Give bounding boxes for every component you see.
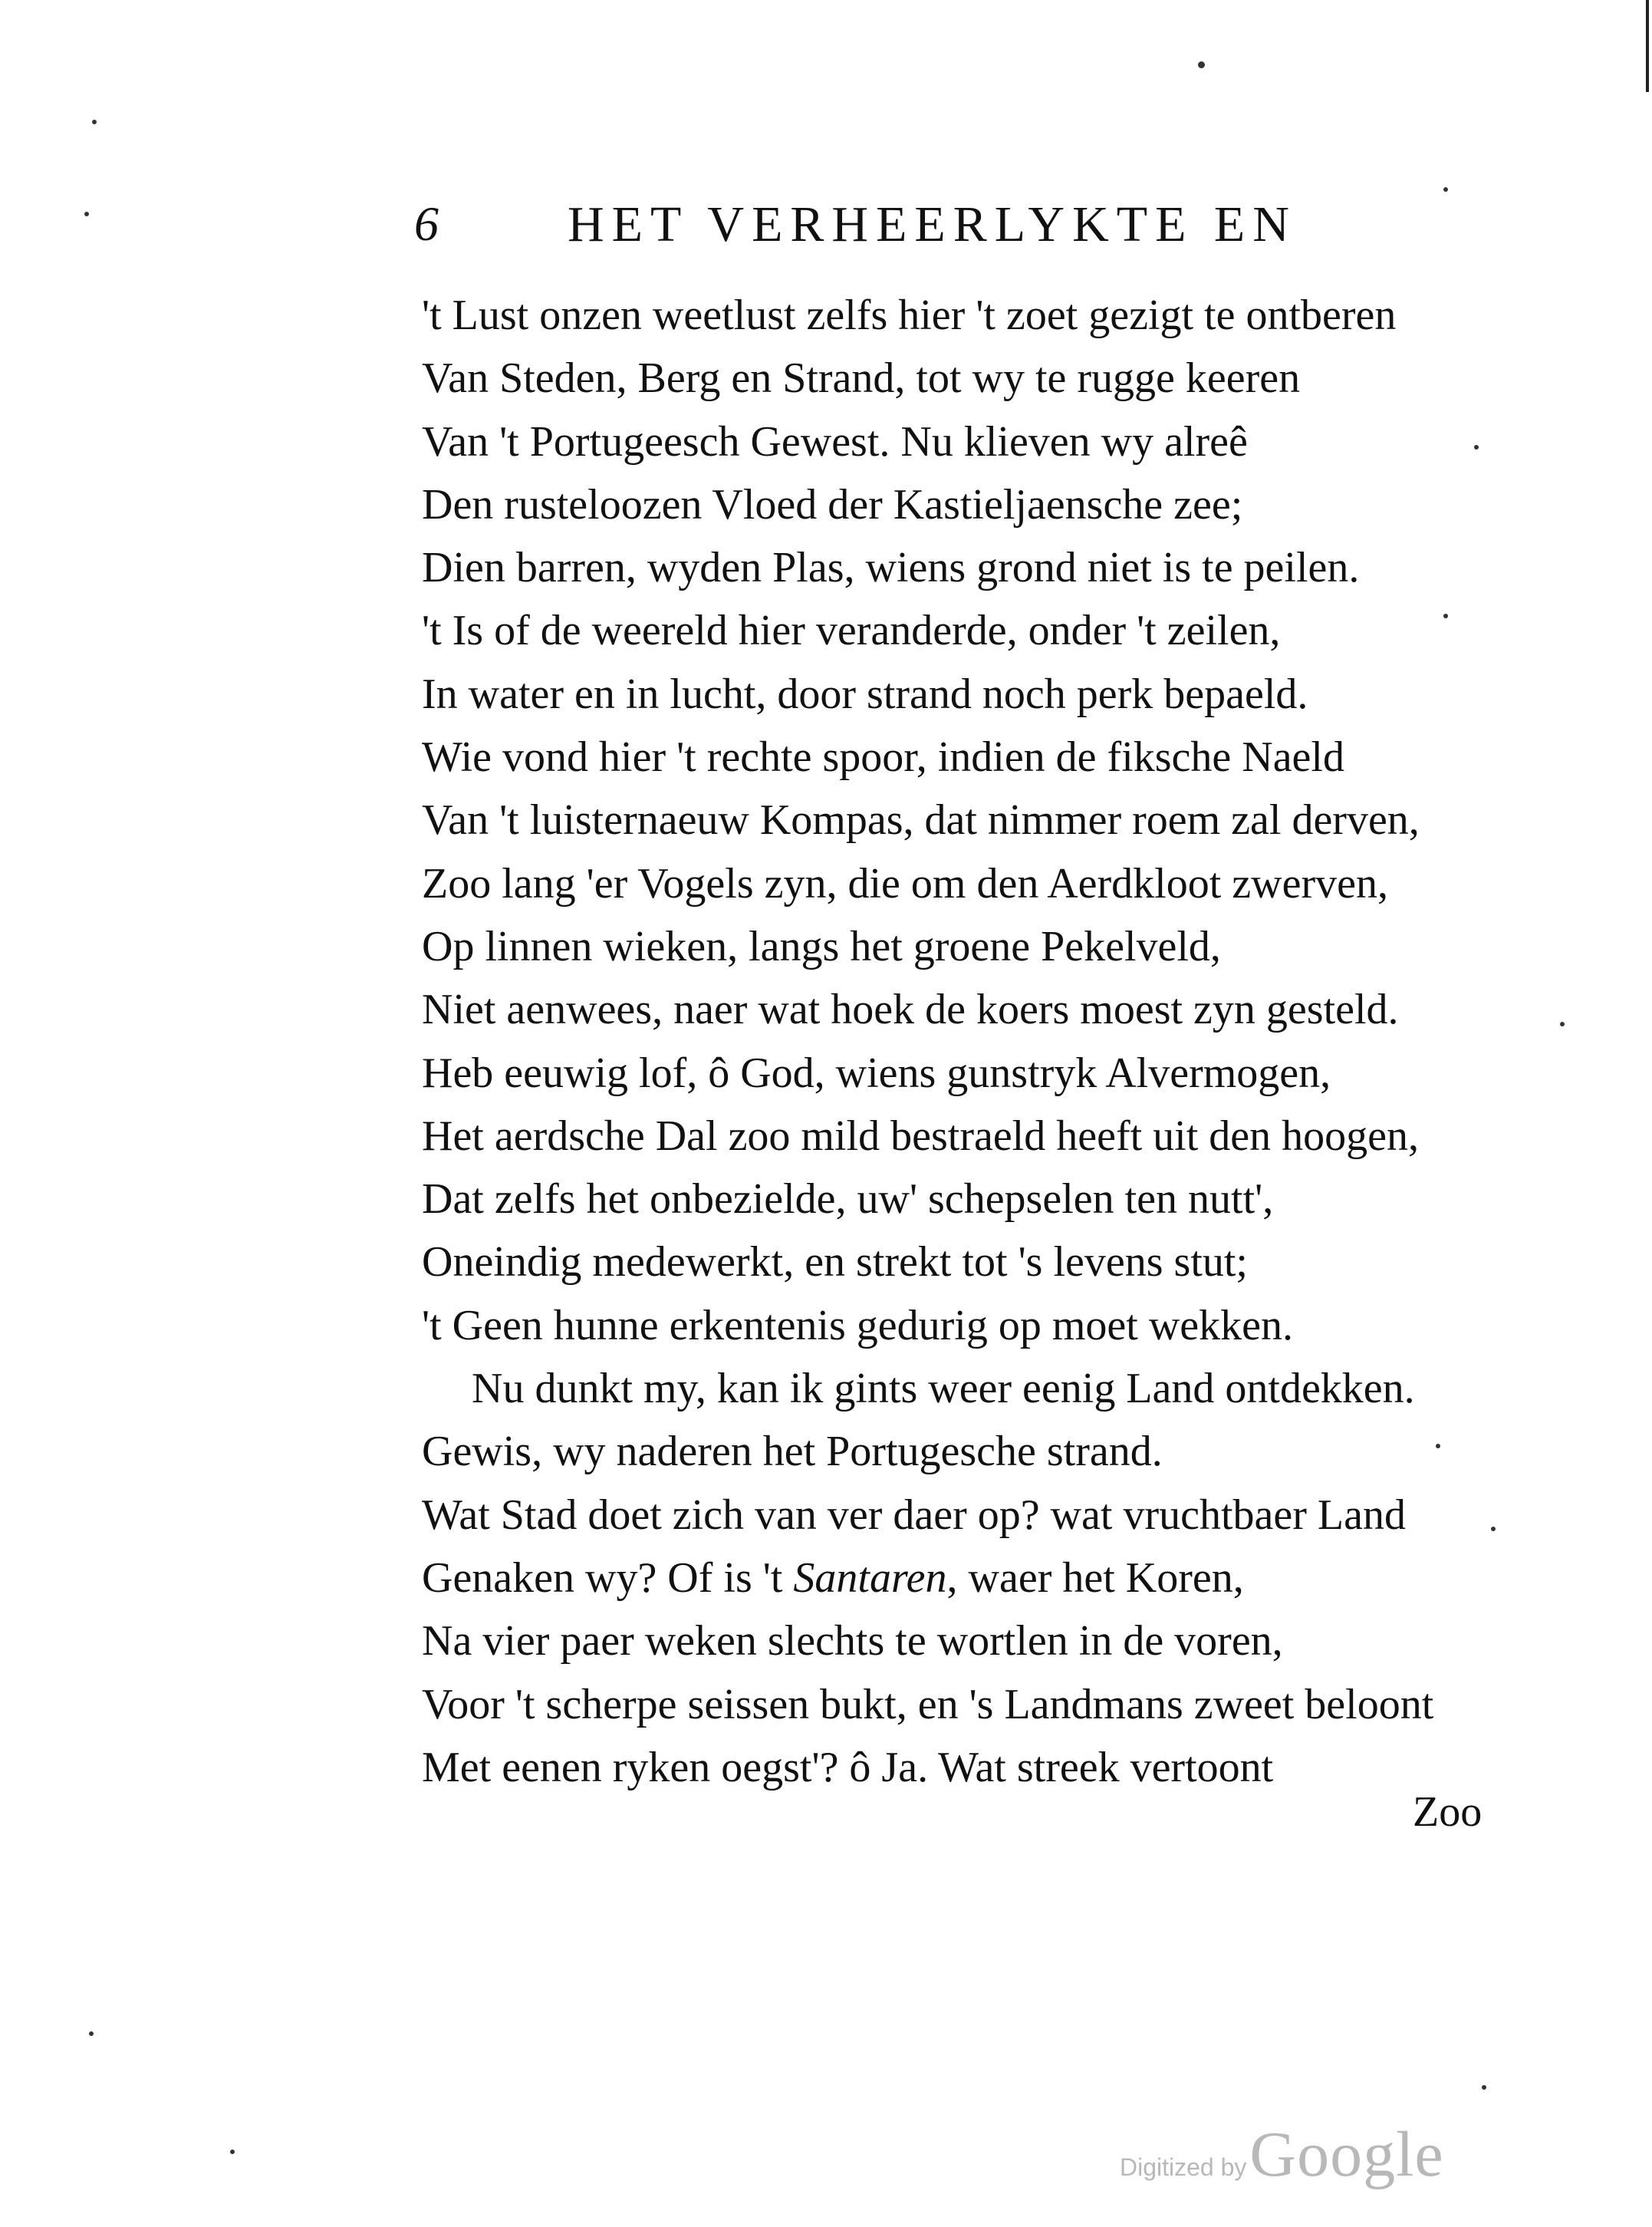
digitization-watermark bbox=[1120, 2117, 1444, 2192]
verse-line: Het aerdsche Dal zoo mild bestraeld heeft uit den hoogen, bbox=[422, 1112, 1419, 1160]
page-number: 6 bbox=[414, 196, 439, 251]
verse-line: Op linnen wieken, langs het groene Pekelveld, bbox=[422, 922, 1221, 970]
verse-line: Voor 't scherpe seissen bukt, en 's Landmans zweet beloont bbox=[422, 1680, 1434, 1728]
verse-line-with-place-name bbox=[422, 1547, 1534, 1609]
verse-line: Wat Stad doet zich van ver daer op? wat vruchtbaer Land bbox=[422, 1491, 1406, 1539]
place-name-italic: Santaren bbox=[793, 1553, 947, 1602]
verse-line: 't Geen hunne erkentenis gedurig op moet wekken. bbox=[422, 1301, 1293, 1349]
verse-line-indented: Nu dunkt my, kan ik gints weer eenig Land ontdekken. bbox=[472, 1365, 1415, 1413]
verse-text: Genaken wy? Of is 't bbox=[422, 1553, 794, 1602]
ink-speck bbox=[92, 120, 97, 124]
verse-line: Na vier paer weken slechts te wortlen in de voren, bbox=[422, 1617, 1283, 1665]
verse-line: Heb eeuwig lof, ô God, wiens gunstryk Alvermogen, bbox=[422, 1049, 1331, 1097]
verse-line: Van 't luisternaeuw Kompas, dat nimmer roem zal derven, bbox=[422, 796, 1420, 845]
verse-line: Zoo lang 'er Vogels zyn, die om den Aerdkloot zwerven, bbox=[422, 859, 1388, 908]
page-header bbox=[414, 196, 1334, 257]
ink-speck bbox=[84, 212, 89, 216]
page-edge-line bbox=[1646, 0, 1649, 92]
verse-line: 't Is of de weereld hier veranderde, onder 't zeilen, bbox=[422, 607, 1281, 655]
verse-line: Met eenen ryken oegst'? ô Ja. Wat streek vertoont bbox=[422, 1743, 1274, 1791]
verse-line: Oneindig medewerkt, en strekt tot 's levens stut; bbox=[422, 1238, 1248, 1286]
verse-line: Den rusteloozen Vloed der Kastieljaensche zee; bbox=[422, 480, 1243, 529]
ink-speck bbox=[1443, 187, 1448, 192]
google-logo: Google bbox=[1249, 2119, 1444, 2190]
verse-line: Van Steden, Berg en Strand, tot wy te rugge keeren bbox=[422, 354, 1301, 403]
ink-speck bbox=[1198, 61, 1205, 68]
ink-speck bbox=[1560, 1022, 1565, 1026]
watermark-prefix: Digitized by bbox=[1120, 2153, 1247, 2181]
verse-line: Wie vond hier 't rechte spoor, indien de fiksche Naeld bbox=[422, 733, 1344, 782]
verse-line: Niet aenwees, naer wat hoek de koers moest zyn gesteld. bbox=[422, 986, 1399, 1034]
verse-line: In water en in lucht, door strand noch perk bepaeld. bbox=[422, 670, 1308, 718]
verse-line: Van 't Portugeesch Gewest. Nu klieven wy alreê bbox=[422, 417, 1248, 466]
verse-line: 't Lust onzen weetlust zelfs hier 't zoet gezigt te ontberen bbox=[422, 292, 1397, 339]
running-title: HET VERHEERLYKTE EN bbox=[568, 196, 1297, 252]
catchword: Zoo bbox=[1413, 1788, 1483, 1836]
verse-text: , waer het Koren, bbox=[946, 1553, 1244, 1602]
verse-line: Dien barren, wyden Plas, wiens grond niet is te peilen. bbox=[422, 544, 1360, 592]
verse-block bbox=[422, 284, 1534, 1799]
verse-line: Gewis, wy naderen het Portugesche strand. bbox=[422, 1428, 1163, 1476]
ink-speck bbox=[89, 2031, 94, 2036]
ink-speck bbox=[230, 2150, 235, 2154]
verse-line: Dat zelfs het onbezielde, uw' schepselen ten nutt', bbox=[422, 1175, 1274, 1224]
ink-speck bbox=[1482, 2085, 1486, 2090]
